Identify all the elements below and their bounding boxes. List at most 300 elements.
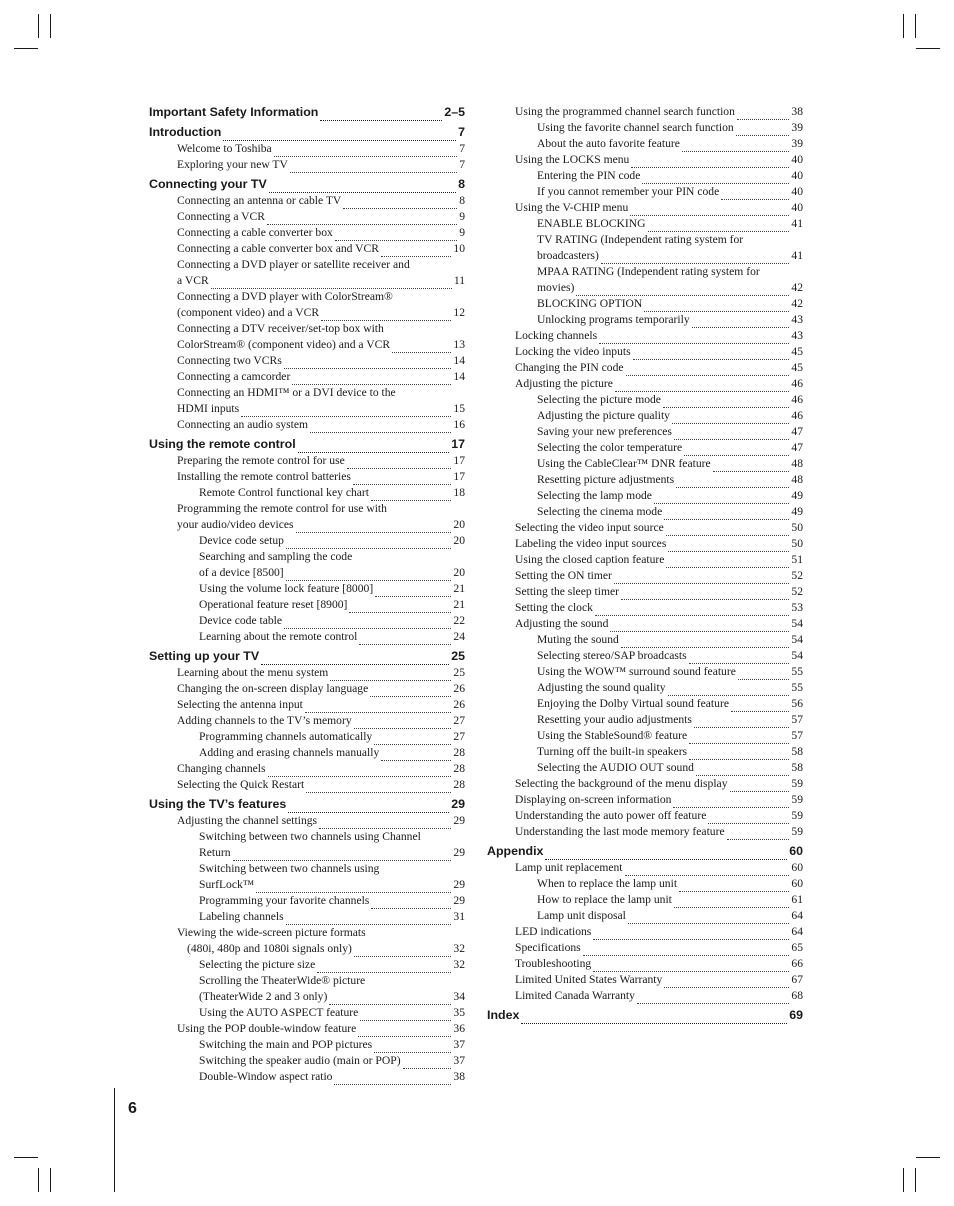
toc-entry [487, 792, 803, 808]
toc-entry [149, 989, 465, 1005]
toc-entry [149, 549, 465, 565]
toc-entry-page: 38 [791, 105, 803, 118]
toc-entry-title: (TheaterWide 2 and 3 only) [199, 990, 328, 1003]
toc-entry-title: HDMI inputs [177, 402, 240, 415]
toc-entry-title: Understanding the last mode memory feature [515, 825, 725, 838]
dot-leader [269, 180, 456, 193]
toc-entry [487, 600, 803, 616]
toc-entry-page: 40 [791, 185, 803, 198]
toc-entry-page: 27 [453, 714, 465, 727]
toc-entry [487, 892, 803, 908]
toc-entry-title: How to replace the lamp unit [537, 893, 672, 906]
dot-leader [374, 733, 451, 745]
dot-leader [593, 928, 789, 940]
toc-entry-page: 29 [451, 797, 465, 811]
toc-entry [487, 456, 803, 472]
toc-entry-title: BLOCKING OPTION [537, 297, 643, 310]
dot-leader [738, 668, 790, 680]
dot-leader [286, 913, 452, 925]
dot-leader [630, 204, 789, 216]
toc-entry-title: About the auto favorite feature [537, 137, 680, 150]
toc-entry-title: Selecting the cinema mode [537, 505, 663, 518]
toc-entry-page: 49 [791, 489, 803, 502]
toc-entry [487, 424, 803, 440]
toc-entry-page: 43 [791, 313, 803, 326]
dot-leader [664, 508, 789, 520]
toc-entry [487, 520, 803, 536]
dot-leader [642, 172, 789, 184]
toc-entry-title: Using the closed caption feature [515, 553, 665, 566]
toc-entry [487, 744, 803, 760]
toc-entry-page: 7 [459, 142, 465, 155]
toc-entry [487, 824, 803, 840]
toc-entry [487, 584, 803, 600]
dot-leader [381, 245, 451, 257]
toc-entry [487, 908, 803, 924]
toc-entry [149, 877, 465, 893]
toc-entry-title: Connecting a camcorder [177, 370, 291, 383]
dot-leader [223, 128, 456, 141]
toc-entry [149, 225, 465, 241]
toc-column-right [487, 104, 803, 1024]
dot-leader [644, 300, 789, 312]
toc-section-heading [149, 648, 465, 665]
toc-entry-title: Displaying on-screen information [515, 793, 672, 806]
dot-leader [329, 993, 451, 1005]
toc-entry-title: Using the favorite channel search function [537, 121, 734, 134]
toc-entry-title: Device code setup [199, 534, 284, 547]
toc-entry [487, 408, 803, 424]
toc-entry-page: 61 [791, 893, 803, 906]
toc-entry-page: 60 [791, 877, 803, 890]
toc-entry-title: Adjusting the picture [515, 377, 613, 390]
toc-entry [149, 353, 465, 369]
toc-entry-page: 50 [791, 537, 803, 550]
toc-entry [487, 184, 803, 200]
dot-leader [317, 961, 451, 973]
toc-entry-page: 54 [791, 649, 803, 662]
toc-entry-title: Adjusting the sound quality [537, 681, 666, 694]
toc-entry [487, 168, 803, 184]
toc-entry-page: 39 [791, 137, 803, 150]
toc-entry-title: (480i, 480p and 1080i signals only) [187, 942, 352, 955]
toc-entry-title: Scrolling the TheaterWide® picture [199, 974, 366, 987]
toc-entry-title: Programming the remote control for use with [177, 502, 387, 515]
toc-entry [487, 876, 803, 892]
toc-entry [149, 925, 465, 941]
toc-entry-title: Lamp unit replacement [515, 861, 623, 874]
toc-entry-page: 66 [791, 957, 803, 970]
toc-entry-title: Connecting two VCRs [177, 354, 282, 367]
toc-entry-title: Setting the sleep timer [515, 585, 619, 598]
toc-entry [487, 696, 803, 712]
toc-entry-page: 18 [453, 486, 465, 499]
toc-entry [149, 813, 465, 829]
toc-entry-page: 17 [453, 454, 465, 467]
toc-entry [487, 760, 803, 776]
toc-entry-page: 46 [791, 409, 803, 422]
toc-entry [487, 248, 803, 264]
toc-entry-page: 67 [791, 973, 803, 986]
toc-entry-title: broadcasters) [537, 249, 599, 262]
dot-leader [296, 521, 452, 533]
dot-leader [664, 976, 789, 988]
dot-leader [626, 364, 790, 376]
toc-entry [487, 232, 803, 248]
dot-leader [615, 380, 790, 392]
toc-entry [149, 385, 465, 401]
toc-entry-title: Using the AUTO ASPECT feature [199, 1006, 359, 1019]
toc-entry-page: 40 [791, 169, 803, 182]
toc-entry-title: Locking channels [515, 329, 598, 342]
toc-entry-page: 25 [451, 649, 465, 663]
dot-leader [354, 717, 452, 729]
toc-entry-title: Return [199, 846, 231, 859]
dot-leader [370, 685, 451, 697]
toc-entry [149, 713, 465, 729]
dot-leader [353, 473, 452, 485]
toc-entry-title: Connecting a VCR [177, 210, 266, 223]
toc-entry-title: When to replace the lamp unit [537, 877, 678, 890]
toc-entry-title: Selecting the picture size [199, 958, 316, 971]
toc-entry-page: 10 [453, 242, 465, 255]
dot-leader [319, 817, 451, 829]
toc-entry-title: Programming your favorite channels [199, 894, 370, 907]
dot-leader [576, 284, 789, 296]
toc-entry [487, 648, 803, 664]
toc-entry [149, 681, 465, 697]
toc-entry-page: 58 [791, 745, 803, 758]
toc-entry-page: 40 [791, 201, 803, 214]
toc-entry-page: 47 [791, 425, 803, 438]
toc-entry-title: Labeling channels [199, 910, 284, 923]
toc-entry [487, 440, 803, 456]
dot-leader [284, 357, 452, 369]
toc-entry-page: 54 [791, 633, 803, 646]
toc-entry-page: 42 [791, 297, 803, 310]
toc-entry-page: 25 [453, 666, 465, 679]
dot-leader [610, 620, 789, 632]
dot-leader [233, 849, 452, 861]
toc-entry-title: Index [487, 1008, 520, 1022]
toc-entry-title: movies) [537, 281, 575, 294]
toc-entry-page: 24 [453, 630, 465, 643]
toc-entry [149, 565, 465, 581]
dot-leader [261, 652, 449, 665]
toc-entry-title: Important Safety Information [149, 105, 319, 119]
toc-entry [149, 321, 465, 337]
toc-entry-page: 38 [453, 1070, 465, 1083]
toc-entry-title: Using the LOCKS menu [515, 153, 630, 166]
toc-section-heading [149, 436, 465, 453]
dot-leader [371, 489, 451, 501]
toc-entry [149, 729, 465, 745]
toc-entry [149, 777, 465, 793]
toc-entry [149, 305, 465, 321]
dot-leader [654, 492, 789, 504]
toc-entry [149, 893, 465, 909]
toc-entry-page: 49 [791, 505, 803, 518]
toc-entry-title: Resetting picture adjustments [537, 473, 675, 486]
toc-entry-page: 46 [791, 377, 803, 390]
dot-leader [381, 749, 451, 761]
toc-entry [149, 697, 465, 713]
toc-entry-page: 54 [791, 617, 803, 630]
toc-entry-page: 47 [791, 441, 803, 454]
toc-entry-page: 29 [453, 878, 465, 891]
toc-section-heading [149, 796, 465, 813]
toc-entry-title: Selecting the background of the menu display [515, 777, 728, 790]
toc-entry-title: Locking the video inputs [515, 345, 631, 358]
toc-entry-page: 28 [453, 746, 465, 759]
toc-entry-title: (component video) and a VCR [177, 306, 320, 319]
toc-section-heading [149, 104, 465, 121]
toc-entry-page: 17 [451, 437, 465, 451]
toc-entry [149, 533, 465, 549]
toc-entry [149, 241, 465, 257]
toc-entry-page: 29 [453, 894, 465, 907]
toc-entry [149, 1069, 465, 1085]
dot-leader [621, 588, 789, 600]
toc-entry-page: 56 [791, 697, 803, 710]
dot-leader [694, 716, 790, 728]
toc-entry-page: 59 [791, 825, 803, 838]
toc-entry [149, 861, 465, 877]
toc-entry-page: 7 [458, 125, 465, 139]
dot-leader [666, 556, 789, 568]
dot-leader [676, 476, 789, 488]
toc-entry-page: 8 [459, 194, 465, 207]
toc-entry-page: 12 [453, 306, 465, 319]
toc-entry-title: Using the CableClear™ DNR feature [537, 457, 711, 470]
toc-entry-title: Using the TV’s features [149, 797, 287, 811]
toc-entry [149, 193, 465, 209]
toc-entry-page: 43 [791, 329, 803, 342]
toc-entry-page: 64 [791, 925, 803, 938]
toc-entry-page: 59 [791, 793, 803, 806]
toc-entry-page: 29 [453, 846, 465, 859]
toc-entry [487, 680, 803, 696]
toc-entry-title: Remote Control functional key chart [199, 486, 369, 499]
toc-entry-page: 22 [453, 614, 465, 627]
toc-entry-title: SurfLock™ [199, 878, 255, 891]
toc-entry [149, 613, 465, 629]
toc-entry-title: your audio/video devices [177, 518, 294, 531]
toc-entry [149, 909, 465, 925]
toc-entry-page: 26 [453, 698, 465, 711]
toc-entry-page: 31 [453, 910, 465, 923]
dot-leader [737, 108, 790, 120]
toc-entry [487, 280, 803, 296]
toc-entry-title: Labeling the video input sources [515, 537, 667, 550]
toc-entry [149, 665, 465, 681]
dot-leader [320, 108, 442, 121]
dot-leader [545, 847, 787, 860]
toc-entry-page: 45 [791, 361, 803, 374]
toc-entry-page: 14 [453, 370, 465, 383]
dot-leader [595, 604, 789, 616]
toc-entry [149, 581, 465, 597]
toc-entry [487, 200, 803, 216]
toc-entry [149, 157, 465, 173]
toc-entry-title: Adding and erasing channels manually [199, 746, 380, 759]
toc-entry-page: 58 [791, 761, 803, 774]
toc-entry [487, 360, 803, 376]
dot-leader [713, 460, 790, 472]
dot-leader [358, 1025, 451, 1037]
toc-section-heading [487, 843, 803, 860]
toc-entry-page: 45 [791, 345, 803, 358]
dot-leader [672, 412, 789, 424]
dot-leader [625, 864, 790, 876]
toc-entry [149, 485, 465, 501]
toc-entry [487, 392, 803, 408]
toc-entry [487, 376, 803, 392]
toc-entry-page: 48 [791, 473, 803, 486]
toc-entry-page: 29 [453, 814, 465, 827]
toc-entry [149, 501, 465, 517]
toc-entry-page: 34 [453, 990, 465, 1003]
dot-leader [286, 537, 451, 549]
toc-entry [487, 136, 803, 152]
toc-entry [149, 941, 465, 957]
dot-leader [674, 428, 790, 440]
toc-entry [149, 469, 465, 485]
toc-entry [149, 1021, 465, 1037]
toc-entry-title: Connecting a cable converter box and VCR [177, 242, 379, 255]
toc-entry [487, 472, 803, 488]
dot-leader [736, 124, 790, 136]
toc-entry-page: 15 [453, 402, 465, 415]
toc-entry-page: 37 [453, 1038, 465, 1051]
toc-entry-title: Selecting the picture mode [537, 393, 661, 406]
toc-entry [487, 956, 803, 972]
toc-entry [149, 401, 465, 417]
toc-entry-title: Setting the clock [515, 601, 593, 614]
toc-entry-title: Understanding the auto power off feature [515, 809, 707, 822]
toc-entry-title: ENABLE BLOCKING [537, 217, 646, 230]
toc-entry-title: Connecting an antenna or cable TV [177, 194, 342, 207]
dot-leader [696, 764, 789, 776]
toc-entry [487, 312, 803, 328]
toc-entry-title: Using the WOW™ surround sound feature [537, 665, 736, 678]
toc-entry-page: 64 [791, 909, 803, 922]
toc-entry-title: Selecting the Quick Restart [177, 778, 305, 791]
toc-entry-title: Switching the main and POP pictures [199, 1038, 373, 1051]
toc-entry-title: Muting the sound [537, 633, 619, 646]
toc-entry-title: Using the programmed channel search function [515, 105, 735, 118]
dot-leader [663, 396, 789, 408]
toc-entry-page: 40 [791, 153, 803, 166]
toc-entry-title: Programming channels automatically [199, 730, 373, 743]
toc-entry [487, 152, 803, 168]
dot-leader [292, 373, 451, 385]
toc-entry-title: Troubleshooting [515, 957, 592, 970]
dot-leader [583, 944, 790, 956]
dot-leader [241, 405, 451, 417]
toc-entry-title: Appendix [487, 844, 544, 858]
toc-entry-title: Switching between two channels using [199, 862, 380, 875]
dot-leader [689, 652, 790, 664]
toc-entry-page: 37 [453, 1054, 465, 1067]
dot-leader [274, 145, 458, 157]
toc-entry-page: 59 [791, 777, 803, 790]
dot-leader [689, 732, 789, 744]
dot-leader [211, 277, 452, 289]
toc-entry-title: Operational feature reset [8900] [199, 598, 348, 611]
toc-entry-page: 57 [791, 729, 803, 742]
dot-leader [359, 633, 451, 645]
toc-entry-title: Connecting an audio system [177, 418, 309, 431]
dot-leader [298, 440, 450, 453]
toc-entry-page: 9 [459, 226, 465, 239]
toc-entry [487, 120, 803, 136]
toc-entry-title: Using the remote control [149, 437, 296, 451]
toc-entry-page: 21 [453, 598, 465, 611]
toc-entry [149, 141, 465, 157]
toc-entry [149, 369, 465, 385]
toc-entry [149, 829, 465, 845]
toc-entry [149, 289, 465, 305]
toc-entry [149, 257, 465, 273]
toc-entry-page: 41 [791, 217, 803, 230]
toc-entry-title: Adjusting the channel settings [177, 814, 318, 827]
toc-entry-page: 28 [453, 762, 465, 775]
toc-entry-page: 13 [453, 338, 465, 351]
toc-entry-page: 2–5 [444, 105, 465, 119]
toc-entry-title: Changing the PIN code [515, 361, 624, 374]
dot-leader [666, 524, 790, 536]
toc-entry-title: Selecting stereo/SAP broadcasts [537, 649, 687, 662]
toc-entry-title: If you cannot remember your PIN code [537, 185, 720, 198]
toc-entry [487, 776, 803, 792]
toc-entry-title: Adding channels to the TV’s memory [177, 714, 352, 727]
toc-entry [149, 417, 465, 433]
toc-entry [149, 273, 465, 289]
toc-entry-title: Double-Window aspect ratio [199, 1070, 333, 1083]
toc-entry-title: Learning about the remote control [199, 630, 358, 643]
toc-entry-title: Connecting a DTV receiver/set-top box with [177, 322, 384, 335]
toc-entry [487, 664, 803, 680]
toc-entry-page: 32 [453, 942, 465, 955]
toc-entry [149, 1053, 465, 1069]
dot-leader [628, 912, 790, 924]
toc-entry-title: Limited United States Warranty [515, 973, 663, 986]
toc-entry-title: Switching between two channels using Channel [199, 830, 421, 843]
toc-entry-page: 48 [791, 457, 803, 470]
dot-leader [521, 1011, 787, 1024]
toc-entry-title: Connecting your TV [149, 177, 267, 191]
toc-entry-title: TV RATING (Independent rating system for [537, 233, 744, 246]
dot-leader [371, 897, 451, 909]
toc-entry-page: 57 [791, 713, 803, 726]
dot-leader [721, 188, 789, 200]
toc-entry [149, 745, 465, 761]
toc-entry-title: Entering the PIN code [537, 169, 641, 182]
toc-entry-title: Selecting the antenna input [177, 698, 303, 711]
toc-entry-title: Adjusting the sound [515, 617, 609, 630]
toc-entry [487, 104, 803, 120]
toc-entry-page: 55 [791, 665, 803, 678]
toc-entry-page: 69 [789, 1008, 803, 1022]
dot-leader [621, 636, 790, 648]
toc-entry-page: 27 [453, 730, 465, 743]
toc-entry-title: Viewing the wide-screen picture formats [177, 926, 366, 939]
dot-leader [679, 880, 789, 892]
toc-entry-title: Welcome to Toshiba [177, 142, 272, 155]
dot-leader [268, 765, 452, 777]
toc-entry [487, 632, 803, 648]
